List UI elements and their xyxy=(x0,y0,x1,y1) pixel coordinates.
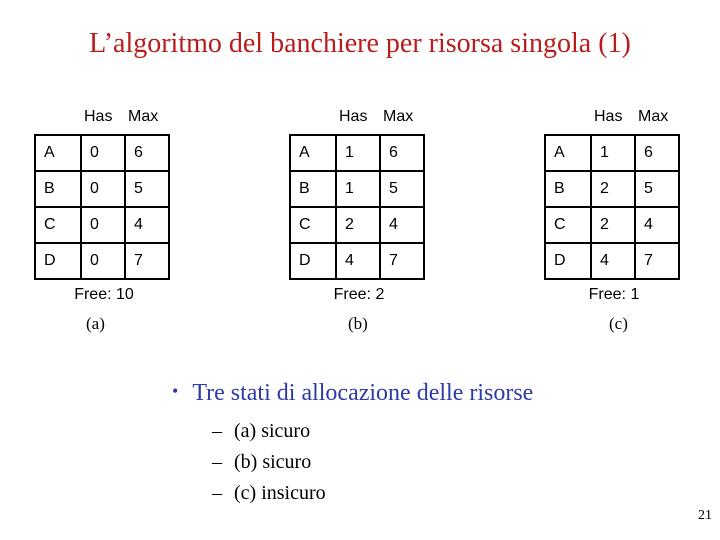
process-cell: A xyxy=(545,135,591,171)
table-row xyxy=(545,207,679,243)
dash-icon: – xyxy=(212,420,222,442)
has-cell: 2 xyxy=(336,207,380,243)
allocation-table xyxy=(289,134,425,280)
table-row xyxy=(290,135,424,171)
process-cell: C xyxy=(290,207,336,243)
has-cell: 0 xyxy=(81,207,125,243)
table-row xyxy=(35,171,169,207)
bullet-item xyxy=(172,380,533,407)
has-cell: 4 xyxy=(591,243,635,279)
has-cell: 0 xyxy=(81,243,125,279)
slide-title: L’algoritmo del banchiere per risorsa singola (1) xyxy=(89,28,631,59)
header-has: Has xyxy=(84,108,113,125)
has-cell: 0 xyxy=(81,135,125,171)
page-number: 21 xyxy=(698,508,712,523)
has-cell: 1 xyxy=(336,171,380,207)
has-cell: 2 xyxy=(591,171,635,207)
header-has: Has xyxy=(594,108,623,125)
max-cell: 6 xyxy=(380,135,424,171)
process-cell: B xyxy=(545,171,591,207)
table-row xyxy=(35,243,169,279)
header-max: Max xyxy=(128,108,159,125)
sub-item xyxy=(212,451,311,474)
max-cell: 5 xyxy=(380,171,424,207)
process-cell: D xyxy=(35,243,81,279)
table-row xyxy=(545,135,679,171)
has-cell: 1 xyxy=(336,135,380,171)
sub-item-text: (b) sicuro xyxy=(234,451,312,473)
process-cell: C xyxy=(35,207,81,243)
allocation-table xyxy=(544,134,680,280)
dash-icon: – xyxy=(212,451,222,473)
has-cell: 4 xyxy=(336,243,380,279)
header-max: Max xyxy=(638,108,669,125)
caption-b: (b) xyxy=(348,314,368,333)
sub-item xyxy=(212,482,326,505)
table-row xyxy=(35,135,169,171)
max-cell: 7 xyxy=(380,243,424,279)
free-count: Free: 2 xyxy=(333,286,385,303)
table-row xyxy=(35,207,169,243)
table-row xyxy=(290,171,424,207)
max-cell: 7 xyxy=(635,243,679,279)
process-cell: D xyxy=(545,243,591,279)
has-cell: 0 xyxy=(81,171,125,207)
max-cell: 4 xyxy=(125,207,169,243)
max-cell: 4 xyxy=(380,207,424,243)
has-cell: 1 xyxy=(591,135,635,171)
table-row xyxy=(545,171,679,207)
header-has: Has xyxy=(339,108,368,125)
process-cell: B xyxy=(35,171,81,207)
caption-a: (a) xyxy=(86,314,105,333)
table-row xyxy=(290,243,424,279)
allocation-table xyxy=(34,134,170,280)
max-cell: 6 xyxy=(125,135,169,171)
max-cell: 4 xyxy=(635,207,679,243)
has-cell: 2 xyxy=(591,207,635,243)
process-cell: A xyxy=(290,135,336,171)
process-cell: C xyxy=(545,207,591,243)
bullet-text: Tre stati di allocazione delle risorse xyxy=(192,380,534,406)
process-cell: A xyxy=(35,135,81,171)
max-cell: 7 xyxy=(125,243,169,279)
caption-c: (c) xyxy=(609,314,628,333)
process-cell: D xyxy=(290,243,336,279)
max-cell: 5 xyxy=(125,171,169,207)
max-cell: 6 xyxy=(635,135,679,171)
dash-icon: – xyxy=(212,482,222,504)
sub-item-text: (c) insicuro xyxy=(234,482,326,504)
free-count: Free: 1 xyxy=(588,286,640,303)
bullet-dot-icon: • xyxy=(172,381,179,401)
header-max: Max xyxy=(383,108,414,125)
sub-item-text: (a) sicuro xyxy=(234,420,311,442)
table-row xyxy=(290,207,424,243)
table-row xyxy=(545,243,679,279)
free-count: Free: 10 xyxy=(74,286,134,303)
max-cell: 5 xyxy=(635,171,679,207)
process-cell: B xyxy=(290,171,336,207)
sub-item xyxy=(212,420,310,443)
